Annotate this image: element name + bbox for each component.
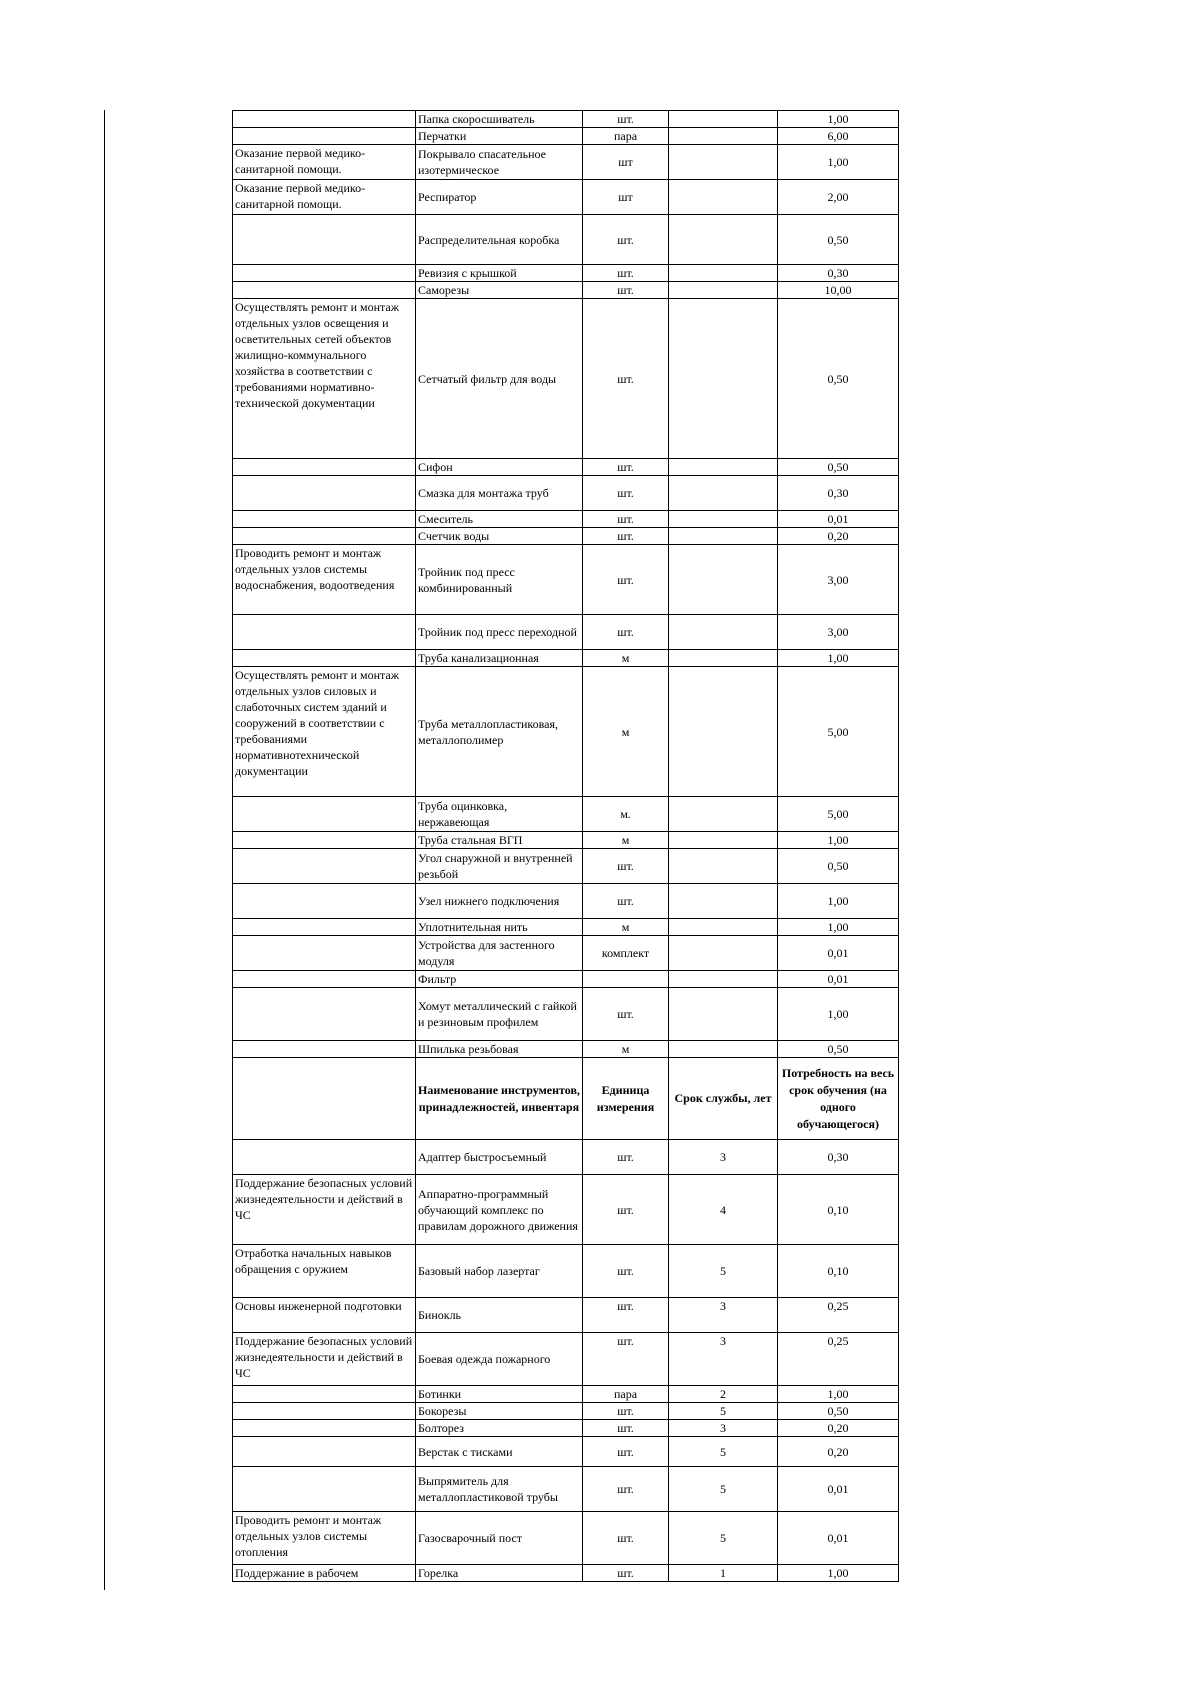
competence-cell — [233, 936, 416, 971]
table-row — [233, 282, 899, 299]
item-name-cell: Горелка — [416, 1565, 583, 1582]
competence-cell: Поддержание безопасных условий жизнедеятельности и действий в ЧС — [233, 1175, 416, 1245]
item-name-cell: Папка скоросшиватель — [416, 111, 583, 128]
item-name-cell: Фильтр — [416, 971, 583, 988]
competence-cell — [233, 832, 416, 849]
requirement-cell: 0,50 — [778, 215, 899, 265]
item-name-cell: Счетчик воды — [416, 528, 583, 545]
item-name-cell: Сифон — [416, 459, 583, 476]
requirement-cell: 0,50 — [778, 849, 899, 884]
table-row — [233, 988, 899, 1041]
competence-cell — [233, 615, 416, 650]
table-row — [233, 1467, 899, 1512]
service-life-cell: 5 — [669, 1467, 778, 1512]
unit-cell: пара — [583, 1386, 669, 1403]
requirement-cell: 1,00 — [778, 832, 899, 849]
requirement-cell: 0,50 — [778, 1403, 899, 1420]
service-life-cell — [669, 919, 778, 936]
table-row — [233, 215, 899, 265]
service-life-cell: 3 — [669, 1333, 778, 1386]
item-name-cell: Смазка для монтажа труб — [416, 476, 583, 511]
unit-cell: шт. — [583, 1512, 669, 1565]
requirement-cell: 6,00 — [778, 128, 899, 145]
unit-cell — [583, 971, 669, 988]
header-empty-cell — [233, 1058, 416, 1140]
competence-cell — [233, 111, 416, 128]
competence-cell — [233, 1041, 416, 1058]
item-name-cell: Ревизия с крышкой — [416, 265, 583, 282]
item-name-cell: Верстак с тисками — [416, 1437, 583, 1467]
table-row — [233, 884, 899, 919]
competence-cell — [233, 650, 416, 667]
requirement-cell: 1,00 — [778, 1386, 899, 1403]
unit-cell: шт. — [583, 1403, 669, 1420]
service-life-cell: 5 — [669, 1403, 778, 1420]
unit-cell: м — [583, 919, 669, 936]
item-name-cell: Труба канализационная — [416, 650, 583, 667]
requirement-cell: 1,00 — [778, 650, 899, 667]
requirement-cell: 0,30 — [778, 476, 899, 511]
unit-cell: шт. — [583, 1420, 669, 1437]
unit-cell: шт. — [583, 1175, 669, 1245]
requirement-cell: 1,00 — [778, 919, 899, 936]
service-life-cell — [669, 215, 778, 265]
competence-cell: Оказание первой медико-санитарной помощи. — [233, 145, 416, 180]
requirement-cell: 0,01 — [778, 971, 899, 988]
unit-cell: шт. — [583, 988, 669, 1041]
table-row — [233, 971, 899, 988]
item-name-cell: Аппаратно-программный обучающий комплекс по правилам дорожного движения — [416, 1175, 583, 1245]
competence-cell — [233, 511, 416, 528]
item-name-cell: Узел нижнего подключения — [416, 884, 583, 919]
unit-cell: шт. — [583, 1140, 669, 1175]
service-life-cell — [669, 988, 778, 1041]
requirement-cell: 1,00 — [778, 145, 899, 180]
item-name-cell: Перчатки — [416, 128, 583, 145]
item-name-cell: Устройства для застенного модуля — [416, 936, 583, 971]
table-row — [233, 1140, 899, 1175]
requirement-cell: 1,00 — [778, 988, 899, 1041]
competence-cell — [233, 265, 416, 282]
requirement-cell: 0,30 — [778, 265, 899, 282]
table-row — [233, 476, 899, 511]
left-margin-line — [104, 110, 105, 1590]
item-name-cell: Выпрямитель для металлопластиковой трубы — [416, 1467, 583, 1512]
table-body — [233, 111, 899, 1582]
table-row — [233, 299, 899, 459]
table-row — [233, 145, 899, 180]
item-name-cell: Угол снаружной и внутренней резьбой — [416, 849, 583, 884]
item-name-cell: Распределительная коробка — [416, 215, 583, 265]
unit-cell: шт. — [583, 545, 669, 615]
unit-cell: шт. — [583, 528, 669, 545]
competence-cell: Проводить ремонт и монтаж отдельных узлов системы водоснабжения, водоотведения — [233, 545, 416, 615]
unit-cell: м. — [583, 797, 669, 832]
unit-cell: шт. — [583, 1437, 669, 1467]
item-name-cell: Респиратор — [416, 180, 583, 215]
item-name-cell: Газосварочный пост — [416, 1512, 583, 1565]
unit-cell: шт. — [583, 1565, 669, 1582]
competence-cell — [233, 459, 416, 476]
table-row — [233, 545, 899, 615]
unit-cell: шт — [583, 145, 669, 180]
table-header-row — [233, 1058, 899, 1140]
competence-cell — [233, 988, 416, 1041]
competence-cell: Осуществлять ремонт и монтаж отдельных узлов силовых и слаботочных систем зданий и сооружений в соответствии с требованиями нормативнотехнической документации — [233, 667, 416, 797]
requirement-cell: 1,00 — [778, 111, 899, 128]
competence-cell: Проводить ремонт и монтаж отдельных узлов системы отопления — [233, 1512, 416, 1565]
item-name-cell: Тройник под пресс комбинированный — [416, 545, 583, 615]
service-life-cell — [669, 797, 778, 832]
item-name-cell: Болторез — [416, 1420, 583, 1437]
service-life-cell — [669, 282, 778, 299]
requirement-cell: 10,00 — [778, 282, 899, 299]
competence-cell: Поддержание в рабочем — [233, 1565, 416, 1582]
unit-cell: шт — [583, 180, 669, 215]
competence-cell — [233, 1420, 416, 1437]
table-row — [233, 832, 899, 849]
service-life-cell: 5 — [669, 1512, 778, 1565]
table-row — [233, 1245, 899, 1298]
table-row — [233, 1041, 899, 1058]
item-name-cell: Бинокль — [416, 1298, 583, 1333]
requirement-cell: 0,01 — [778, 1512, 899, 1565]
item-name-cell: Тройник под пресс переходной — [416, 615, 583, 650]
unit-cell: пара — [583, 128, 669, 145]
service-life-cell — [669, 180, 778, 215]
competence-cell — [233, 1467, 416, 1512]
unit-cell: м — [583, 667, 669, 797]
service-life-cell: 3 — [669, 1420, 778, 1437]
header-item-name: Наименование инструментов, принадлежностей, инвентаря — [416, 1058, 583, 1140]
table-row — [233, 1175, 899, 1245]
unit-cell: м — [583, 650, 669, 667]
header-service-life: Срок службы, лет — [669, 1058, 778, 1140]
service-life-cell — [669, 615, 778, 650]
competence-cell: Основы инженерной подготовки — [233, 1298, 416, 1333]
competence-cell — [233, 971, 416, 988]
unit-cell: шт. — [583, 282, 669, 299]
item-name-cell: Сетчатый фильтр для воды — [416, 299, 583, 459]
item-name-cell: Смеситель — [416, 511, 583, 528]
service-life-cell — [669, 849, 778, 884]
competence-cell: Оказание первой медико-санитарной помощи. — [233, 180, 416, 215]
competence-cell — [233, 476, 416, 511]
requirement-cell: 0,50 — [778, 1041, 899, 1058]
service-life-cell — [669, 884, 778, 919]
item-name-cell: Покрывало спасательное изотермическое — [416, 145, 583, 180]
service-life-cell — [669, 459, 778, 476]
service-life-cell — [669, 111, 778, 128]
table-row — [233, 919, 899, 936]
competence-cell: Поддержание безопасных условий жизнедеятельности и действий в ЧС — [233, 1333, 416, 1386]
item-name-cell: Шпилька резьбовая — [416, 1041, 583, 1058]
service-life-cell — [669, 476, 778, 511]
table-row — [233, 459, 899, 476]
service-life-cell — [669, 299, 778, 459]
item-name-cell: Труба оцинковка, нержавеющая — [416, 797, 583, 832]
equipment-table — [232, 110, 899, 1582]
competence-cell — [233, 215, 416, 265]
table-row — [233, 1512, 899, 1565]
unit-cell: шт. — [583, 265, 669, 282]
table-row — [233, 849, 899, 884]
table-row — [233, 1298, 899, 1333]
item-name-cell: Боевая одежда пожарного — [416, 1333, 583, 1386]
competence-cell: Отработка начальных навыков обращения с оружием — [233, 1245, 416, 1298]
competence-cell — [233, 1140, 416, 1175]
service-life-cell: 5 — [669, 1245, 778, 1298]
item-name-cell: Хомут металлический с гайкой и резиновым профилем — [416, 988, 583, 1041]
table-row — [233, 1420, 899, 1437]
competence-cell — [233, 528, 416, 545]
item-name-cell: Базовый набор лазертаг — [416, 1245, 583, 1298]
unit-cell: м — [583, 832, 669, 849]
requirement-cell: 0,01 — [778, 511, 899, 528]
table-row — [233, 1437, 899, 1467]
requirement-cell: 0,50 — [778, 459, 899, 476]
unit-cell: шт. — [583, 1245, 669, 1298]
requirement-cell: 0,50 — [778, 299, 899, 459]
unit-cell: шт. — [583, 299, 669, 459]
requirement-cell: 0,30 — [778, 1140, 899, 1175]
service-life-cell — [669, 528, 778, 545]
item-name-cell: Труба стальная ВГП — [416, 832, 583, 849]
unit-cell: шт. — [583, 1298, 669, 1333]
competence-cell — [233, 128, 416, 145]
service-life-cell: 4 — [669, 1175, 778, 1245]
table-row — [233, 528, 899, 545]
table-row — [233, 936, 899, 971]
requirement-cell: 0,25 — [778, 1298, 899, 1333]
competence-cell — [233, 1437, 416, 1467]
unit-cell: шт. — [583, 884, 669, 919]
header-requirement: Потребность на весь срок обучения (на одного обучающегося) — [778, 1058, 899, 1140]
table-row — [233, 1333, 899, 1386]
unit-cell: шт. — [583, 615, 669, 650]
competence-cell — [233, 884, 416, 919]
table-row — [233, 180, 899, 215]
requirement-cell: 0,10 — [778, 1175, 899, 1245]
header-unit: Единица измерения — [583, 1058, 669, 1140]
item-name-cell: Труба металлопластиковая, металлополимер — [416, 667, 583, 797]
service-life-cell: 5 — [669, 1437, 778, 1467]
item-name-cell: Ботинки — [416, 1386, 583, 1403]
service-life-cell — [669, 545, 778, 615]
service-life-cell: 3 — [669, 1140, 778, 1175]
requirement-cell: 3,00 — [778, 545, 899, 615]
service-life-cell: 2 — [669, 1386, 778, 1403]
competence-cell — [233, 282, 416, 299]
service-life-cell — [669, 511, 778, 528]
requirement-cell: 0,20 — [778, 1420, 899, 1437]
unit-cell: шт. — [583, 111, 669, 128]
requirement-cell: 1,00 — [778, 884, 899, 919]
table-row — [233, 111, 899, 128]
service-life-cell — [669, 667, 778, 797]
service-life-cell — [669, 128, 778, 145]
requirement-cell: 5,00 — [778, 667, 899, 797]
competence-cell — [233, 1403, 416, 1420]
table-row — [233, 615, 899, 650]
service-life-cell — [669, 1041, 778, 1058]
unit-cell: шт. — [583, 215, 669, 265]
requirement-cell: 5,00 — [778, 797, 899, 832]
table-row — [233, 797, 899, 832]
service-life-cell — [669, 265, 778, 282]
service-life-cell — [669, 650, 778, 667]
unit-cell: комплект — [583, 936, 669, 971]
service-life-cell — [669, 145, 778, 180]
unit-cell: шт. — [583, 1333, 669, 1386]
service-life-cell: 3 — [669, 1298, 778, 1333]
table-row — [233, 1386, 899, 1403]
requirement-cell: 0,20 — [778, 1437, 899, 1467]
unit-cell: шт. — [583, 1467, 669, 1512]
item-name-cell: Саморезы — [416, 282, 583, 299]
table-row — [233, 650, 899, 667]
table-row — [233, 1565, 899, 1582]
competence-cell — [233, 797, 416, 832]
table-row — [233, 511, 899, 528]
service-life-cell — [669, 971, 778, 988]
requirement-cell: 1,00 — [778, 1565, 899, 1582]
requirement-cell: 0,20 — [778, 528, 899, 545]
requirement-cell: 3,00 — [778, 615, 899, 650]
competence-cell — [233, 919, 416, 936]
unit-cell: м — [583, 1041, 669, 1058]
competence-cell — [233, 1386, 416, 1403]
competence-cell — [233, 849, 416, 884]
table-row — [233, 128, 899, 145]
requirement-cell: 0,01 — [778, 936, 899, 971]
table-row — [233, 265, 899, 282]
table-row — [233, 1403, 899, 1420]
unit-cell: шт. — [583, 511, 669, 528]
requirement-cell: 0,01 — [778, 1467, 899, 1512]
requirement-cell: 2,00 — [778, 180, 899, 215]
requirement-cell: 0,25 — [778, 1333, 899, 1386]
requirement-cell: 0,10 — [778, 1245, 899, 1298]
table-row — [233, 667, 899, 797]
unit-cell: шт. — [583, 476, 669, 511]
unit-cell: шт. — [583, 459, 669, 476]
unit-cell: шт. — [583, 849, 669, 884]
service-life-cell — [669, 832, 778, 849]
competence-cell: Осуществлять ремонт и монтаж отдельных узлов освещения и осветительных сетей объектов жилищно-коммунального хозяйства в соответствии с требованиями нормативно-технической документации — [233, 299, 416, 459]
service-life-cell: 1 — [669, 1565, 778, 1582]
item-name-cell: Адаптер быстросъемный — [416, 1140, 583, 1175]
item-name-cell: Уплотнительная нить — [416, 919, 583, 936]
service-life-cell — [669, 936, 778, 971]
item-name-cell: Бокорезы — [416, 1403, 583, 1420]
